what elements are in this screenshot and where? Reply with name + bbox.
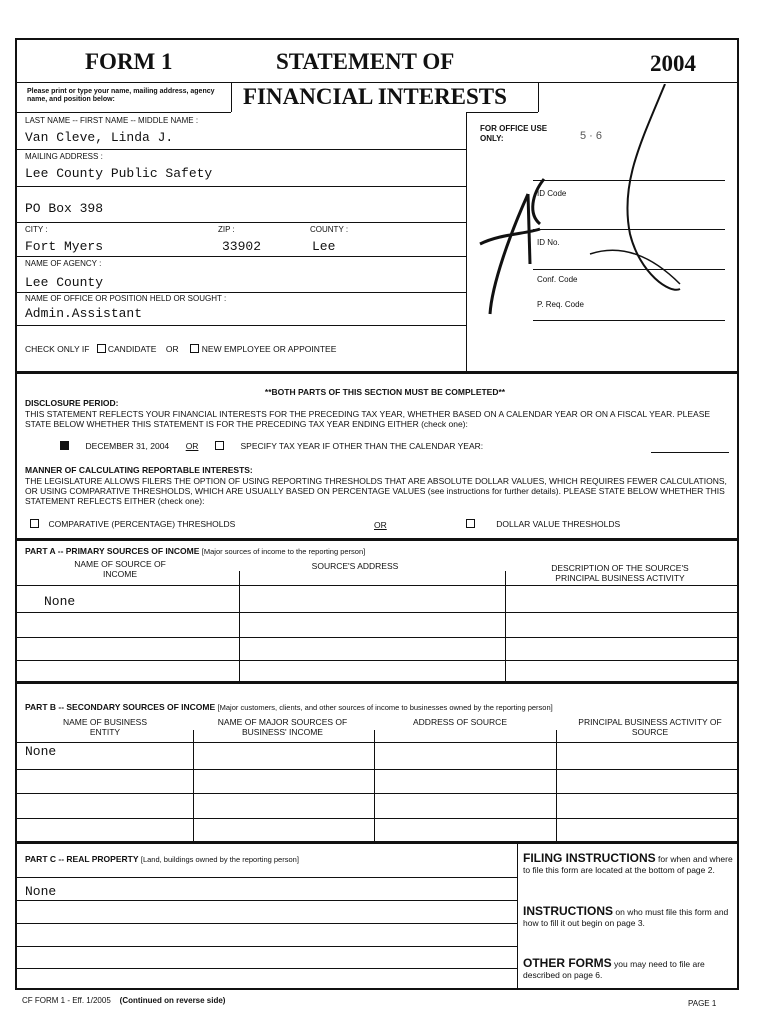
part-b-title: PART B -- SECONDARY SOURCES OF INCOME — [25, 702, 216, 712]
zip-label: ZIP : — [218, 225, 235, 234]
rule — [15, 660, 739, 661]
part-b-row1-name[interactable]: None — [25, 744, 57, 759]
comparative-checkbox[interactable] — [30, 519, 39, 528]
part-c-row1[interactable]: None — [25, 884, 57, 899]
print-note-divider — [231, 82, 232, 112]
part-a-col1: NAME OF SOURCE OF INCOME — [74, 559, 166, 579]
county-label: COUNTY : — [310, 225, 349, 234]
title-line1: STATEMENT OF — [276, 49, 455, 74]
both-parts-note: **BOTH PARTS OF THIS SECTION MUST BE COMPLETED** — [264, 387, 506, 397]
office-stamp-marks — [470, 84, 730, 324]
part-c-subtitle: [Land, buildings owned by the reporting person] — [140, 855, 299, 864]
part-b-title-row — [25, 702, 553, 712]
rule — [15, 681, 739, 684]
rule — [193, 730, 194, 841]
check-only-row — [25, 344, 336, 354]
dollar-checkbox[interactable] — [466, 519, 475, 528]
p-req-code-label: P. Req. Code — [537, 300, 584, 309]
city-field[interactable]: Fort Myers — [25, 239, 104, 254]
rule — [556, 730, 557, 841]
rule — [15, 222, 466, 223]
city-label: CITY : — [25, 225, 48, 234]
office-use-label: FOR OFFICE USE ONLY: — [480, 124, 548, 143]
address-label: MAILING ADDRESS : — [25, 152, 103, 161]
print-note: Please print or type your name, mailing address, agency name, and position below: — [27, 88, 215, 103]
candidate-checkbox[interactable] — [97, 344, 106, 353]
rule — [15, 877, 517, 878]
or-label: OR — [185, 441, 199, 451]
filing-instructions-heading: FILING INSTRUCTIONS — [523, 851, 656, 865]
rule — [505, 571, 506, 681]
manner-text: THE LEGISLATURE ALLOWS FILERS THE OPTION OF USING REPORTING THRESHOLDS THAT ARE ABSOLUTE DOLLAR VALUES, WHICH REQUIRES FEWER CALCULATIONS, OR USING COMPARATIVE THRESHOLDS, WHICH ARE USUALLY BASED ON PERCENTAGE VALUES (see instructions for further details). PLEASE STATE BELOW WHETHER THIS STATEMENT REFLECTS EITHER (check one): — [25, 476, 727, 506]
part-a-row1-name[interactable]: None — [44, 594, 76, 609]
part-b-col2: NAME OF MAJOR SOURCES OF BUSINESS' INCOME — [217, 717, 348, 737]
dollar-label: DOLLAR VALUE THRESHOLDS — [496, 519, 621, 529]
name-field[interactable]: Van Cleve, Linda J. — [25, 130, 174, 145]
part-a-col3: DESCRIPTION OF THE SOURCE'S PRINCIPAL BUSINESS ACTIVITY — [551, 563, 689, 583]
rule — [15, 149, 466, 150]
footer-left — [22, 996, 225, 1005]
rule — [15, 841, 739, 844]
or-label: OR — [165, 344, 179, 354]
specify-year-checkbox[interactable] — [215, 441, 224, 450]
page-number: PAGE 1 — [688, 999, 717, 1008]
instructions-heading: INSTRUCTIONS — [523, 904, 613, 918]
form-label: FORM 1 — [85, 49, 173, 74]
rule — [15, 923, 517, 924]
agency-field[interactable]: Lee County — [25, 275, 104, 290]
part-a-title-row — [25, 546, 365, 556]
comparative-label: COMPARATIVE (PERCENTAGE) THRESHOLDS — [48, 519, 236, 529]
other-forms-heading: OTHER FORMS — [523, 956, 612, 970]
rule — [15, 637, 739, 638]
position-label: NAME OF OFFICE OR POSITION HELD OR SOUGHT : — [25, 294, 227, 303]
header-rule — [15, 82, 739, 83]
instructions-note — [523, 906, 733, 929]
address-line1-field[interactable]: Lee County Public Safety — [25, 166, 213, 181]
part-b-col4: PRINCIPAL BUSINESS ACTIVITY OF SOURCE — [578, 717, 722, 737]
position-field[interactable]: Admin.Assistant — [25, 306, 143, 321]
name-label: LAST NAME -- FIRST NAME -- MIDDLE NAME : — [25, 116, 199, 125]
rule — [15, 946, 517, 947]
specify-year-line[interactable] — [651, 452, 729, 453]
continued-note: (Continued on reverse side) — [119, 996, 226, 1005]
rule — [15, 900, 517, 901]
svg-text:5 · 6: 5 · 6 — [580, 130, 603, 142]
check-only-label: CHECK ONLY IF — [25, 344, 90, 354]
rule — [15, 325, 466, 326]
period-options — [60, 441, 483, 451]
form-year: 2004 — [650, 51, 696, 76]
part-b-subtitle: [Major customers, clients, and other sources of income to businesses owned by the reporting person] — [217, 703, 553, 712]
rule — [15, 538, 739, 541]
new-employee-checkbox[interactable] — [190, 344, 199, 353]
rule — [15, 968, 517, 969]
or-label-2: OR — [374, 520, 387, 530]
new-employee-label: NEW EMPLOYEE OR APPOINTEE — [201, 344, 337, 354]
instructions-text: on who must file this form and how to fill it out begin on page 3. — [523, 907, 729, 928]
zip-field[interactable]: 33902 — [222, 239, 262, 254]
rule — [374, 730, 375, 841]
part-a-col2: SOURCE'S ADDRESS — [311, 561, 399, 571]
part-c-title: PART C -- REAL PROPERTY — [25, 854, 139, 864]
specify-year-label: SPECIFY TAX YEAR IF OTHER THAN THE CALENDAR YEAR: — [240, 441, 484, 451]
rule — [15, 256, 466, 257]
rule — [517, 841, 518, 990]
rule — [15, 292, 466, 293]
filing-instructions — [523, 853, 733, 876]
id-code-label: ID Code — [537, 189, 567, 198]
agency-label: NAME OF AGENCY : — [25, 259, 102, 268]
office-divider — [466, 112, 467, 372]
rule — [15, 186, 466, 187]
dollar-option — [466, 519, 620, 529]
rule — [15, 585, 739, 586]
county-field[interactable]: Lee — [312, 239, 336, 254]
manner-heading: MANNER OF CALCULATING REPORTABLE INTERESTS: — [25, 465, 253, 475]
december-label: DECEMBER 31, 2004 — [85, 441, 170, 451]
print-note-bottom — [15, 112, 231, 113]
other-forms-text: you may need to file are described on page 6. — [523, 959, 705, 980]
filing-instructions-text: for when and where to file this form are located at the bottom of page 2. — [523, 854, 733, 875]
rule — [15, 769, 739, 770]
december-checkbox[interactable] — [60, 441, 69, 450]
part-c-title-row — [25, 854, 299, 864]
part-b-col1: NAME OF BUSINESS ENTITY — [62, 717, 148, 737]
rule — [15, 818, 739, 819]
candidate-label: CANDIDATE — [107, 344, 157, 354]
address-line2-field[interactable]: PO Box 398 — [25, 201, 104, 216]
rule — [15, 371, 739, 374]
disclosure-period-text: THIS STATEMENT REFLECTS YOUR FINANCIAL INTERESTS FOR THE PRECEDING TAX YEAR, WHETHER BASED ON A CALENDAR YEAR OR ON A FISCAL YEAR. PLEASE STATE BELOW WHETHER THIS STATEMENT IS FOR THE PRECEDING TAX YEAR ENDING EITHER (check one): — [25, 409, 711, 429]
form-revision: CF FORM 1 - Eff. 1/2005 — [22, 996, 111, 1005]
rule — [15, 612, 739, 613]
rule — [239, 571, 240, 681]
conf-code-label: Conf. Code — [537, 275, 578, 284]
other-forms-note — [523, 958, 733, 981]
rule — [15, 793, 739, 794]
handwritten-initials — [480, 182, 482, 183]
part-a-subtitle: [Major sources of income to the reporting person] — [201, 547, 366, 556]
disclosure-period-heading: DISCLOSURE PERIOD: — [25, 398, 119, 408]
id-no-label: ID No. — [537, 238, 560, 247]
part-a-title: PART A -- PRIMARY SOURCES OF INCOME — [25, 546, 200, 556]
rule — [15, 742, 739, 743]
title-line2: FINANCIAL INTERESTS — [243, 84, 507, 109]
part-b-col3: ADDRESS OF SOURCE — [413, 717, 507, 727]
